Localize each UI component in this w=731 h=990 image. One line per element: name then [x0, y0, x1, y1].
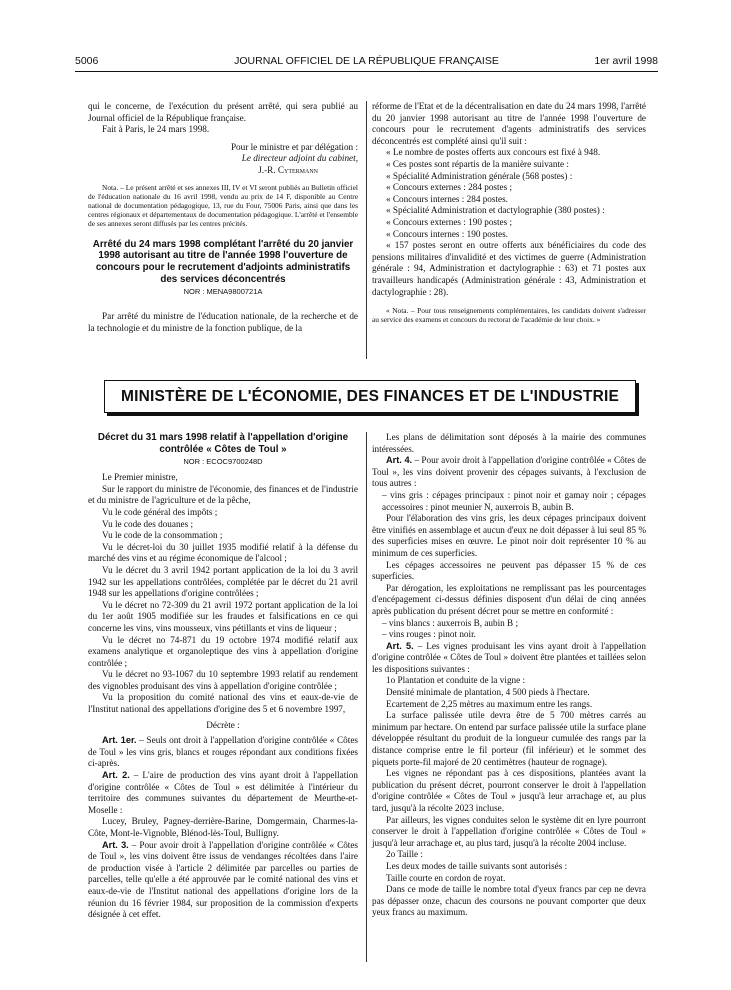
text-paragraph: Les plans de délimitation sont déposés à la mairie des communes intéressées. [372, 432, 646, 454]
article-text: – Les vignes produisant les vins ayant droit à l'appellation d'origine contrôlée « Côtes de Toul » doivent être plantées et taillées selon les dispositions suivantes : [372, 640, 646, 674]
journal-title: JOURNAL OFFICIEL DE LA RÉPUBLIQUE FRANÇAISE [234, 55, 499, 67]
text-paragraph: Vu le code général des impôts ; [102, 506, 218, 517]
nota-text: « Nota. – Pour tous renseignements complémentaires, les candidats doivent s'adresser au service des examens et concours du rectorat de l'académie de leur choix. » [372, 306, 646, 325]
list-item: « Spécialité Administration générale (568 postes) : [386, 170, 573, 181]
text-paragraph: Les deux modes de taille suivants sont autorisés : [386, 860, 568, 871]
decree-title: Arrêté du 24 mars 1998 complétant l'arrêté du 20 janvier 1998 autorisant au titre de l'année 1998 l'ouverture de concours pour le recrutement d'adjoints administratifs des services déconcentrés [92, 238, 354, 285]
text-paragraph: Dans ce mode de taille le nombre total d'yeux francs par cep ne devra pas dépasser onze, chacun des coursons ne pouvant comporter que deux yeux francs au maximum. [372, 884, 646, 918]
article-paragraph [88, 770, 358, 816]
text-paragraph: Densité minimale de plantation, 4 500 pieds à l'hectare. [386, 687, 590, 698]
text-paragraph: Taille courte en cordon de royat. [386, 872, 506, 883]
article-paragraph [88, 735, 358, 770]
text-paragraph: réforme de l'Etat et de la décentralisation en date du 24 mars 1998, l'arrêté du 20 janvier 1998 autorisant au titre de l'année 1998 l'ouverture de concours pour le recrutement d'agents administratifs des services déconcentrés est complété ainsi qu'il suit : [372, 101, 646, 146]
article-text: – Seuls ont droit à l'appellation d'origine contrôlée « Côtes de Toul » les vins gris, blancs et rouges répondant aux conditions fixées ci-après. [88, 735, 358, 769]
text-paragraph: Fait à Paris, le 24 mars 1998. [102, 124, 210, 135]
list-item: « Le nombre de postes offerts aux concours est fixé à 948. [386, 147, 601, 158]
text-paragraph: Sur le rapport du ministre de l'économie, des finances et de l'industrie et du ministre de l'agriculture et de la pêche, [88, 483, 358, 506]
list-item: « Concours externes : 190 postes ; [386, 216, 513, 227]
text-paragraph: Par dérogation, les exploitations ne remplissant pas les pourcentages d'encépagement ci-dessus définies disposent d'un délai de cinq années après publication du présent décret pour se mettre en conformité : [372, 582, 646, 616]
text-paragraph: Pour l'élaboration des vins gris, les deux cépages principaux doivent être vinifiés en assemblage et aucun d'eux ne doit dépasser à lui seul 85 % des superficies mises en œuvre. Le pinot noir doit représenter 10 % au minimum de ces superficies. [372, 513, 646, 558]
article-label: Art. 1er. [102, 735, 137, 746]
text-paragraph: 2o Taille : [386, 849, 423, 860]
page-header [75, 55, 658, 71]
article-text: – L'aire de production des vins ayant droit à l'appellation d'origine contrôlée « Côtes de Toul » est délimitée à l'intérieur du territoire des communes suivantes du département de Meurthe-et-Moselle : [88, 770, 358, 815]
signature-line: Le directeur adjoint du cabinet, [241, 153, 358, 164]
list-item: – vins gris : cépages principaux : pinot noir et gamay noir ; cépages accessoires : pinot meunier N, auxerrois B, aubin B. [382, 489, 646, 512]
list-item: « Spécialité Administration et dactylographie (380 postes) : [386, 205, 605, 216]
signature-name: J.-R. Cytermann [258, 164, 318, 175]
list-item: – vins blancs : auxerrois B, aubin B ; [382, 617, 519, 628]
text-paragraph: Vu le décret no 72-309 du 21 avril 1972 portant application de la loi du 1er août 1905 modifiée sur les fraudes et falsifications en ce qui concerne les vins, vins mousseux, vins pétillants et vins de liqueur ; [88, 599, 358, 633]
list-item: – vins rouges : pinot noir. [382, 629, 476, 640]
column-divider [366, 432, 367, 962]
article-text: – Pour avoir droit à l'appellation d'origine contrôlée « Côtes de Toul », les vins doivent être issus de vendanges récoltées dans l'aire de production visée à l'article 2 délimitée par parcelles ou parties de parcelles, telle qu'elle a été approuvée par le comité national des vins et eaux-de-vie de l'Institut national des appellations d'origine lors de la réunion du 16 février 1984, sur proposition de la commission d'experts désignée à cet effet. [88, 839, 358, 920]
text-paragraph: Le Premier ministre, [102, 472, 178, 483]
text-paragraph: 1o Plantation et conduite de la vigne : [386, 675, 526, 686]
ministry-banner: MINISTÈRE DE L'ÉCONOMIE, DES FINANCES ET DE L'INDUSTRIE [104, 380, 636, 413]
decrete-label: Décrète : [206, 719, 240, 730]
bottom-right-column [372, 432, 646, 919]
article-paragraph [372, 455, 646, 490]
text-paragraph: Vu le décret no 74-871 du 19 octobre 1974 modifié relatif aux examens analytique et organoleptique des vins à appellation d'origine contrôlée ; [88, 634, 358, 668]
list-item: « Ces postes sont répartis de la manière suivante : [386, 158, 569, 169]
bottom-left-column [88, 432, 358, 921]
text-paragraph: qui le concerne, de l'exécution du présent arrêté, qui sera publié au Journal officiel de la République française. [88, 101, 358, 123]
text-paragraph: Les cépages accessoires ne peuvent pas dépasser 15 % de ces superficies. [372, 559, 646, 582]
text-paragraph: Ecartement de 2,25 mètres au maximum entre les rangs. [386, 698, 593, 709]
header-rule [75, 71, 658, 72]
article-text: – Pour avoir droit à l'appellation d'origine contrôlée « Côtes de Toul », les vins doivent provenir des cépages suivants, à l'exclusion de tous autres : [372, 455, 646, 489]
nota-text: Nota. – Le présent arrêté et ses annexes III, IV et VI seront publiés au Bulletin officiel de l'éducation nationale du 16 avril 1998, vendu au prix de 14 F, disponible au Centre national de documentation pédagogique, 13, rue du Four, 75006 Paris, ainsi que dans les centres régionaux et départementaux de documentation pédagogique. L'arrêté et l'ensemble de ses annexes seront diffusés par les centres précités. [88, 182, 358, 229]
text-paragraph: Vu le code des douanes ; [102, 518, 194, 529]
text-paragraph: Vu le code de la consommation ; [102, 530, 223, 541]
list-item: « Concours internes : 284 postes. [386, 193, 508, 204]
nor-reference: NOR : MENA9800721A [183, 286, 263, 296]
top-left-column [88, 101, 358, 335]
text-paragraph: Les vignes ne répondant pas à ces dispositions, plantées avant la publication du présent décret, pourront conserver le droit à l'appellation d'origine contrôlée « Côtes de Toul » jusqu'à leur arrachage et, au plus tard, jusqu'à la récolte 2023 incluse. [372, 768, 646, 813]
article-paragraph [88, 840, 358, 921]
article-label: Art. 2. [102, 770, 130, 781]
text-paragraph: « 157 postes seront en outre offerts aux bénéficiaires du code des pensions militaires d'invalidité et des victimes de guerre (Administration générale : 94, Administration et dactylographie : 63) et 71 postes aux travailleurs handicapés (Administration générale : 43, Administration et dactylographie : 28). [372, 240, 646, 297]
column-divider [366, 101, 367, 359]
text-paragraph: Vu le décret du 3 avril 1942 portant application de la loi du 3 avril 1942 sur les appellations contrôlées, complétée par le décret du 21 avril 1948 sur les appellations d'origine contrôlées ; [88, 564, 358, 599]
list-item: « Concours internes : 190 postes. [386, 228, 508, 239]
article-paragraph [372, 641, 646, 676]
nor-reference: NOR : ECOC9700248D [183, 456, 263, 466]
article-label: Art. 4. [386, 455, 413, 466]
issue-date: 1er avril 1998 [594, 55, 658, 67]
page-number: 5006 [75, 55, 99, 67]
text-paragraph: Vu la proposition du comité national des vins et eaux-de-vie de l'Institut national des appellations d'origine des 5 et 6 novembre 1997, [88, 692, 358, 715]
communes-list: Lucey, Bruley, Pagney-derrière-Barine, Domgermain, Charmes-la-Côte, Mont-le-Vignoble, Blénod-lès-Toul, Bulligny. [88, 816, 358, 838]
signature-line: Pour le ministre et par délégation : [230, 141, 358, 152]
article-label: Art. 3. [102, 839, 129, 850]
text-paragraph: Par arrêté du ministre de l'éducation nationale, de la recherche et de la technologie et du ministre de la fonction publique, de la [88, 311, 358, 333]
decree-title: Décret du 31 mars 1998 relatif à l'appellation d'origine contrôlée « Côtes de Toul » [97, 432, 349, 455]
article-label: Art. 5. [386, 640, 414, 651]
text-paragraph: Vu le décret-loi du 30 juillet 1935 modifié relatif à la défense du marché des vins et au régime économique de l'alcool ; [88, 541, 358, 564]
list-item: « Concours externes : 284 postes ; [386, 182, 513, 193]
text-paragraph: Vu le décret no 93-1067 du 10 septembre 1993 relatif au rendement des vignobles produisant des vins à appellation d'origine contrôlée ; [88, 669, 358, 691]
text-paragraph: La surface palissée utile devra être de 5 700 mètres carrés au minimum par hectare. On entend par surface palissée utile la surface plane développée résultant du produit de la longueur cumulée des rangs par la distance comprise entre le fil porteur (fil inférieur) et le sommet des piquets porte-fil majoré de 20 centimètres (hauteur de rognage). [372, 710, 646, 767]
text-paragraph: Par ailleurs, les vignes conduites selon le système dit en lyre pourront conserver le droit à l'appellation d'origine contrôlée « Côtes de Toul » jusqu'à leur arrachage et, au plus tard, jusqu'à la récolte 2004 incluse. [372, 814, 646, 848]
top-right-column [372, 101, 646, 325]
